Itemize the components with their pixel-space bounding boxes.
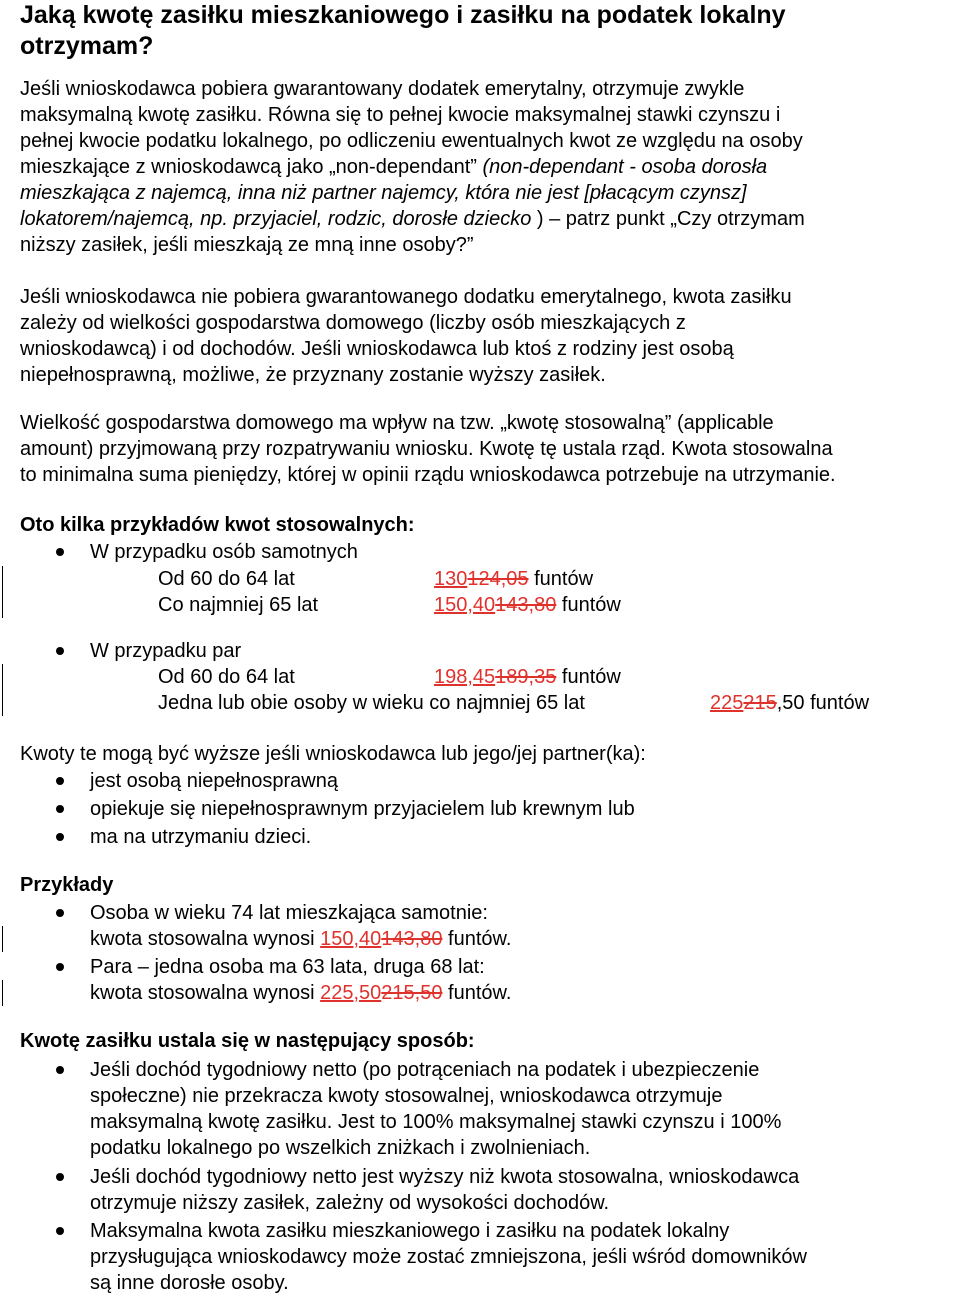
page-title-line-2: otrzymam? [20,32,154,60]
deleted-value: 143,80 [381,928,443,950]
bullet-icon [56,833,64,841]
text-line: Wielkość gospodarstwa domowego ma wpływ na tzw. „kwotę stosowalną” (applicable [20,412,774,434]
method-item-2 [90,1164,799,1216]
text-line: Jeśli wnioskodawca nie pobiera gwarantowanego dodatku emerytalnego, kwota zasiłku [20,286,792,308]
text-line: zależy od wielkości gospodarstwa domowego (liczby osób mieszkających z [20,312,686,334]
text-line: Jeśli dochód tygodniowy netto jest wyższy niż kwota stosowalna, wnioskodawca [90,1166,800,1188]
page-title: Jaką kwotę zasiłku mieszkaniowego i zasiłku na podatek lokalny [20,1,786,29]
text-span: kwota stosowalna wynosi [90,928,321,950]
list-item: opiekuje się niepełnosprawnym przyjacielem lub krewnym lub [90,798,635,820]
text-span: funtów. [442,928,512,950]
example-2-line-1: Para – jedna osoba ma 63 lata, druga 68 lat: [90,956,485,978]
text-line: Jeśli dochód tygodniowy netto (po potrąceniach na podatek i ubezpieczenie [90,1059,760,1081]
przyklady-heading: Przykłady [20,874,114,896]
unit: funtów [556,666,621,688]
text-span: mieszkające z wnioskodawcą jako „non-dependant” [20,156,483,178]
change-bar [2,926,3,952]
bullet-icon [56,1066,64,1074]
text-line: podatku lokalnego po wszelkich zniżkach i zwolnieniach. [90,1137,591,1159]
method-item-1 [90,1057,781,1161]
text-line [20,180,805,206]
text-line [20,154,805,180]
text-line: Maksymalna kwota zasiłku mieszkaniowego i zasiłku na podatek lokalny [90,1220,730,1242]
singles-row-2-label: Co najmniej 65 lat [158,594,319,616]
text-line: są inne dorosłe osoby. [90,1272,289,1294]
inserted-value: 130 [434,568,468,590]
couples-label: W przypadku par [90,640,242,662]
higher-intro: Kwoty te mogą być wyższe jeśli wnioskodawca lub jego/jej partner(ka): [20,743,646,765]
example-1-line-2 [90,926,511,952]
text-line: niższy zasiłek, jeśli mieszkają ze mną inne osoby?” [20,234,474,256]
couples-row-2-label: Jedna lub obie osoby w wieku co najmniej 65 lat [158,692,585,714]
deleted-value: 215,50 [381,982,443,1004]
deleted-value: 215 [743,692,777,714]
text-span: ) – patrz punkt „Czy otrzymam [531,208,805,230]
example-2-line-2 [90,980,511,1006]
inserted-value: 150,40 [434,594,496,616]
list-item: jest osobą niepełnosprawną [90,770,338,792]
couples-row-1-label: Od 60 do 64 lat [158,666,295,688]
inserted-value: 198,45 [434,666,496,688]
italic-span: mieszkająca z najemcą, inna niż partner najemcy, która nie jest [płacącym czynsz] [20,182,747,204]
paragraph-3 [20,410,836,488]
couples-row-2-value [710,690,869,716]
method-item-3 [90,1218,807,1296]
italic-span: (non-dependant - osoba dorosła [482,156,768,178]
method-heading: Kwotę zasiłku ustala się w następujący sposób: [20,1030,475,1052]
text-line: otrzymuje niższy zasiłek, zależny od wysokości dochodów. [90,1192,610,1214]
unit: funtów [556,594,621,616]
paragraph-2 [20,284,792,388]
text-line: maksymalną kwotę zasiłku. Równa się to pełnej kwocie maksymalnej stawki czynszu i [20,104,781,126]
change-bar [2,664,3,716]
text-line: maksymalną kwotę zasiłku. Jest to 100% maksymalnej stawki czynszu i 100% [90,1111,782,1133]
text-line: wnioskodawcą) i od dochodów. Jeśli wnioskodawca lub ktoś z rodziny jest osobą [20,338,734,360]
text-line: pełnej kwocie podatku lokalnego, po odliczeniu ewentualnych kwot ze względu na osoby [20,130,803,152]
unit: funtów [528,568,594,590]
text-line: społeczne) nie przekracza kwoty stosowalnej, wnioskodawca otrzymuje [90,1085,723,1107]
examples-heading: Oto kilka przykładów kwot stosowalnych: [20,514,415,536]
singles-label: W przypadku osób samotnych [90,541,358,563]
deleted-value: 143,80 [495,594,557,616]
text-line: amount) przyjmowaną przy rozpatrywaniu wniosku. Kwotę tę ustala rząd. Kwota stosowalna [20,438,833,460]
bullet-icon [56,1173,64,1181]
singles-row-1-label: Od 60 do 64 lat [158,568,295,590]
text-line: to minimalna suma pieniędzy, której w opinii rządu wnioskodawca potrzebuje na utrzymanie. [20,464,836,486]
deleted-value: 124,05 [467,568,529,590]
text-line: Jeśli wnioskodawca pobiera gwarantowany dodatek emerytalny, otrzymuje zwykle [20,78,745,100]
paragraph-1 [20,76,805,258]
text-line: przysługująca wnioskodawcy może zostać zmniejszona, jeśli wśród domowników [90,1246,807,1268]
list-item: ma na utrzymaniu dzieci. [90,826,312,848]
change-bar [2,566,3,618]
text-span: funtów. [442,982,512,1004]
text-span: kwota stosowalna wynosi [90,982,321,1004]
couples-row-1-value [434,664,621,690]
bullet-icon [56,647,64,655]
unit: ,50 funtów [776,692,870,714]
bullet-icon [56,777,64,785]
deleted-value: 189,35 [495,666,557,688]
bullet-icon [56,963,64,971]
text-line [20,206,805,232]
bullet-icon [56,1227,64,1235]
text-line: niepełnosprawną, możliwe, że przyznany zostanie wyższy zasiłek. [20,364,606,386]
inserted-value: 225,50 [320,982,382,1004]
bullet-icon [56,805,64,813]
inserted-value: 150,40 [320,928,382,950]
bullet-icon [56,909,64,917]
change-bar [2,980,3,1006]
example-1-line-1: Osoba w wieku 74 lat mieszkająca samotnie: [90,902,488,924]
bullet-icon [56,548,64,556]
singles-row-1-value [434,566,593,592]
inserted-value: 225 [710,692,744,714]
italic-span: lokatorem/najemcą, np. przyjaciel, rodzic, dorosłe dziecko [20,208,532,230]
singles-row-2-value [434,592,621,618]
